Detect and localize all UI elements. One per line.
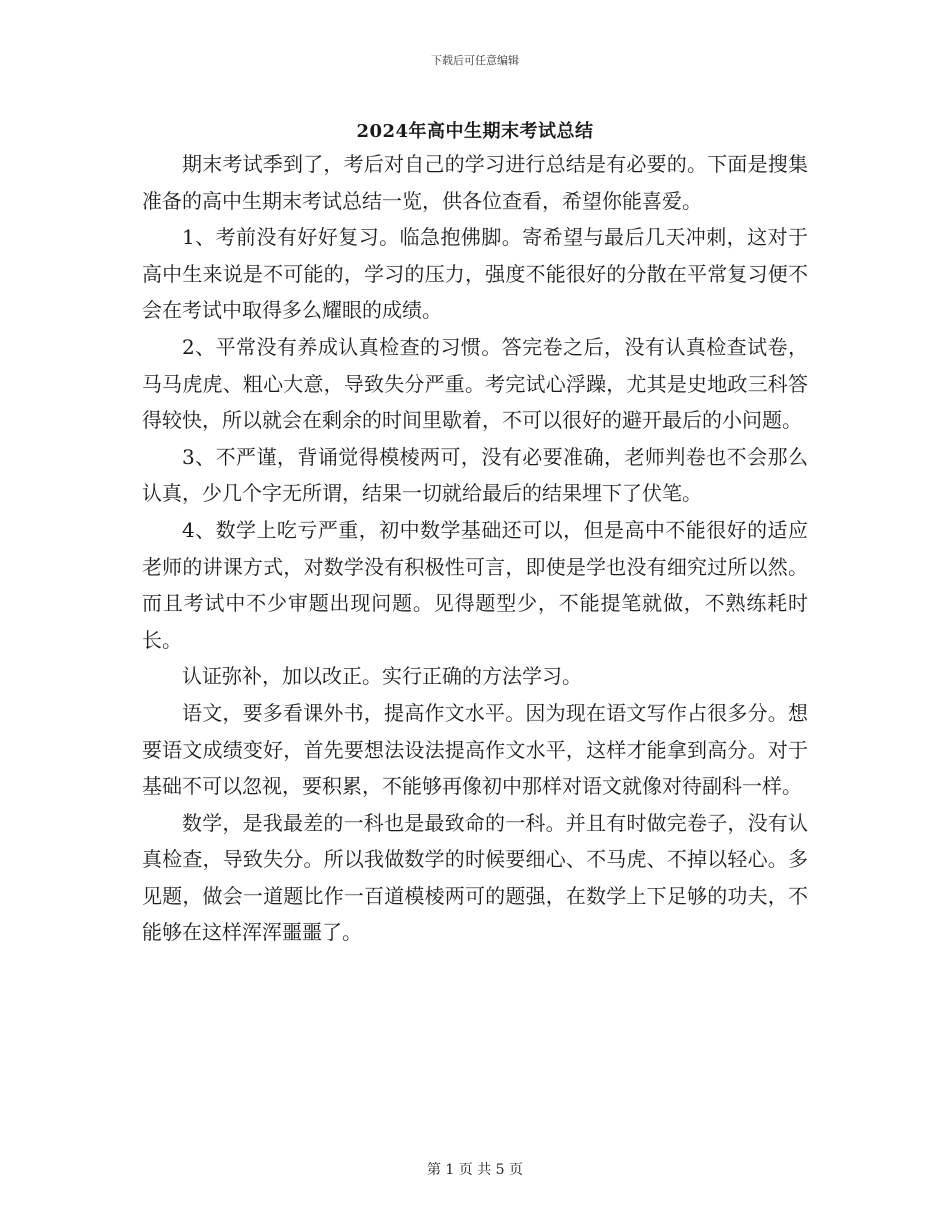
paragraph-point-2: 2、平常没有养成认真检查的习惯。答完卷之后，没有认真检查试卷，马马虎虎、粗心大意，导致失分严重。考完试心浮躁，尤其是史地政三科答得较快，所以就会在剩余的时间里歇着，不可以很好的避开最后的小问题。 [142,334,808,433]
paragraph-point-4: 4、数学上吃亏严重，初中数学基础还可以，但是高中不能很好的适应老师的讲课方式，对数学没有积极性可言，即使是学也没有细究过所以然。而且考试中不少审题出现问题。见得题型少，不能提笔就做，不熟练耗时长。 [142,517,808,652]
paragraph-math: 数学，是我最差的一科也是最致命的一科。并且有时做完卷子，没有认真检查，导致失分。所以我做数学的时候要细心、不马虎、不掉以轻心。多见题，做会一道题比作一百道模棱两可的题强，在数学上下足够的功夫，不能够在这样浑浑噩噩了。 [142,810,808,945]
paragraph-point-1: 1、考前没有好好复习。临急抱佛脚。寄希望与最后几天冲刺，这对于高中生来说是不可能的，学习的压力，强度不能很好的分散在平常复习便不会在考试中取得多么耀眼的成绩。 [142,225,808,323]
page-header-note: 下载后可任意编辑 [431,54,519,67]
paragraph-remedy: 认证弥补，加以改正。实行正确的方法学习。 [182,664,582,689]
page-number: 第 1 页 共 5 页 [426,1162,524,1178]
paragraph-chinese: 语文，要多看课外书，提高作文水平。因为现在语文写作占很多分。想要语文成绩变好，首先要想法设法提高作文水平，这样才能拿到高分。对于基础不可以忽视，要积累，不能够再像初中那样对语文就像对待副科一样。 [142,700,808,799]
document-body [142,146,808,951]
document-title: 2024年高中生期末考试总结 [356,121,594,142]
paragraph-intro: 期末考试季到了，考后对自己的学习进行总结是有必要的。下面是搜集准备的高中生期末考试总结一览，供各位查看，希望你能喜爱。 [142,152,808,213]
paragraph-point-3: 3、不严谨，背诵觉得模棱两可，没有必要准确，老师判卷也不会那么认真，少几个字无所谓，结果一切就给最后的结果埋下了伏笔。 [142,444,808,506]
